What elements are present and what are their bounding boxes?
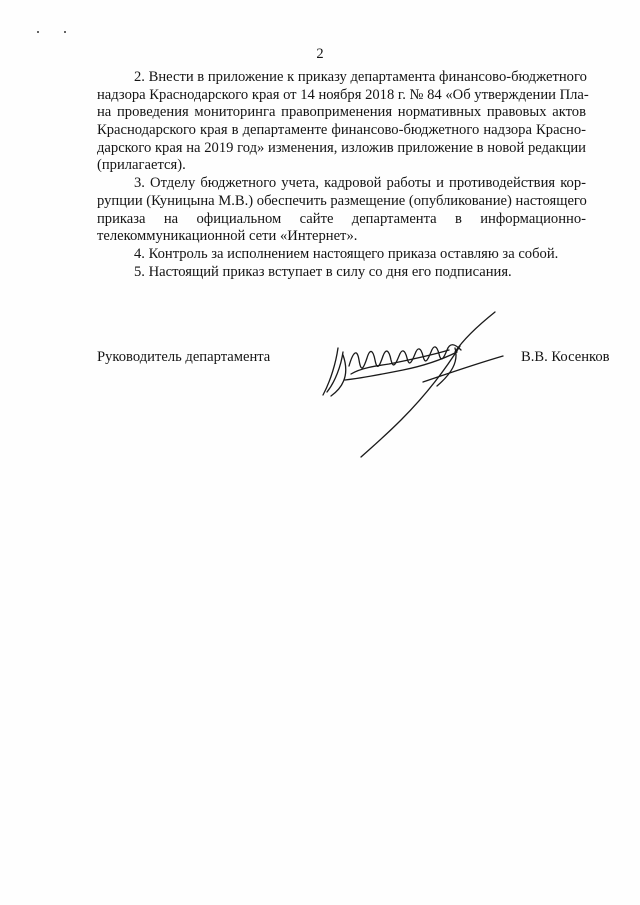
paragraph-3-line-4: телекоммуникационной сети «Интернет».: [97, 228, 358, 245]
paragraph-2-line-5: дарского края на 2019 год» изменения, изложив приложение в новой редакции: [97, 139, 586, 156]
paragraph-4: 4. Контроль за исполнением настоящего приказа оставляю за собой.: [134, 245, 559, 262]
scan-speck: [64, 31, 66, 33]
paragraph-5: 5. Настоящий приказ вступает в силу со дня его подписания.: [134, 263, 512, 280]
page-number: 2: [316, 46, 324, 62]
paragraph-2-line-3: на проведения мониторинга правоприменения нормативных правовых актов: [97, 104, 586, 121]
paragraph-2-line-6: (прилагается).: [97, 157, 186, 174]
paragraph-2-line-1: 2. Внести в приложение к приказу департамента финансово-бюджетного: [134, 69, 587, 85]
paragraph-2-line-2: надзора Краснодарского края от 14 ноября 2018 г. № 84 «Об утверждении Пла-: [97, 86, 589, 103]
handwritten-signature: [305, 300, 530, 460]
paragraph-3-line-3: приказа на официальном сайте департамента в информационно-: [97, 210, 586, 227]
signatory-position: Руководитель департамента: [97, 349, 271, 365]
scan-speck: [37, 31, 39, 33]
paragraph-2-line-4: Краснодарского края в департаменте финансово-бюджетного надзора Красно-: [97, 122, 586, 139]
document-body: [97, 69, 589, 281]
signatory-name: В.В. Косенков: [521, 349, 610, 365]
paragraph-3-line-1: 3. Отделу бюджетного учета, кадровой работы и противодействия кор-: [134, 175, 586, 192]
paragraph-3-line-2: рупции (Куницына М.В.) обеспечить размещение (опубликование) настоящего: [97, 192, 587, 209]
